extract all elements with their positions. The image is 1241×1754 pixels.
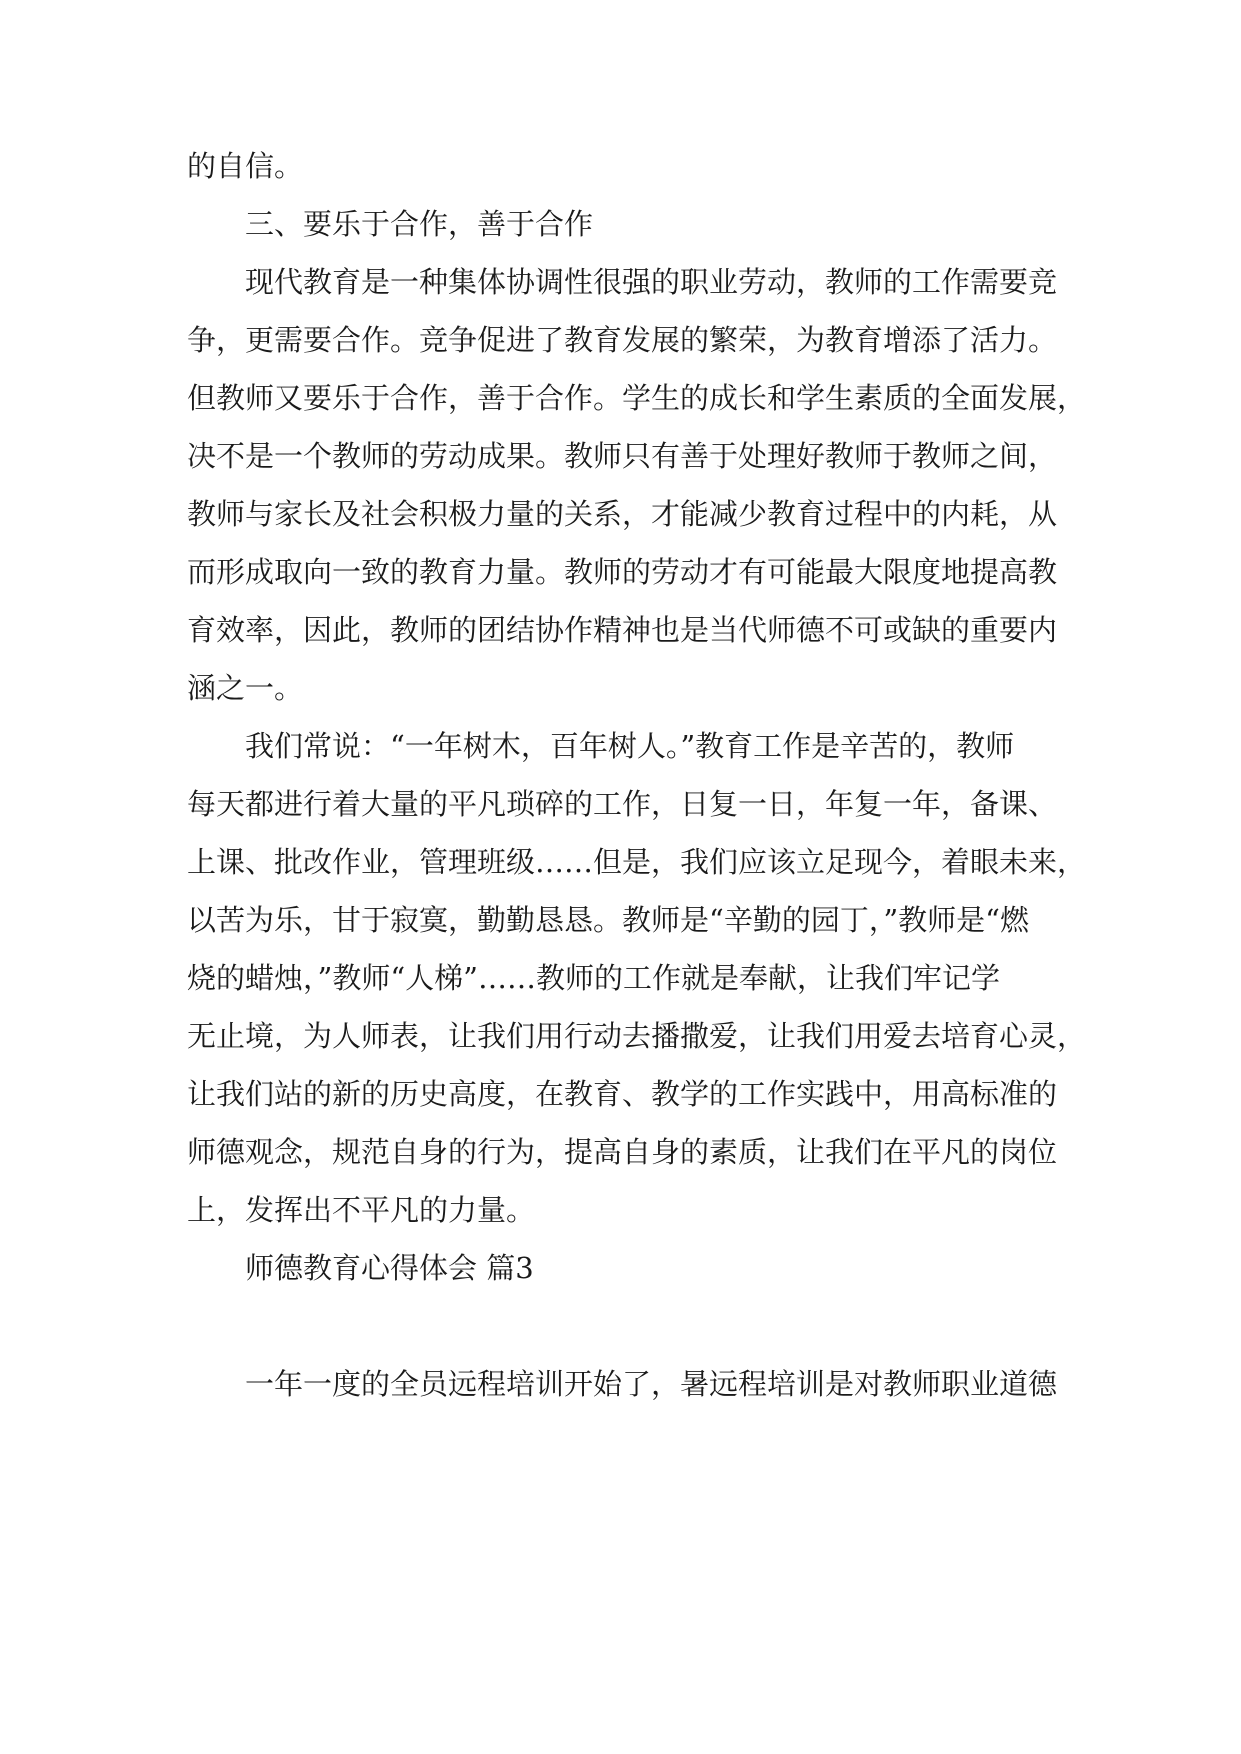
text-line-4: 争，更需要合作。竞争促进了教育发展的繁荣，为教育增添了活力。 [187, 323, 1058, 357]
text-line-5: 但教师又要乐于合作，善于合作。学生的成长和学生素质的全面发展， [187, 381, 1087, 415]
text-line-3: 现代教育是一种集体协调性很强的职业劳动，教师的工作需要竞 [245, 265, 1058, 299]
text-line-15: 烧的蜡烛，”教师“人梯”……教师的工作就是奉献，让我们牢记学 [187, 961, 1000, 995]
text-line-8: 而形成取向一致的教育力量。教师的劳动才有可能最大限度地提高教 [187, 555, 1058, 589]
text-line-11: 我们常说：“一年树木，百年树人。”教育工作是辛苦的，教师 [245, 729, 1015, 763]
text-line-9: 育效率，因此，教师的团结协作精神也是当代师德不可或缺的重要内 [187, 613, 1058, 647]
text-line-14: 以苦为乐，甘于寂寞，勤勤恳恳。教师是“辛勤的园丁，”教师是“燃 [187, 903, 1029, 937]
text-line-21: 一年一度的全员远程培训开始了，暑远程培训是对教师职业道德 [245, 1367, 1058, 1401]
text-line-1: 的自信。 [187, 149, 304, 183]
text-line-19: 上，发挥出不平凡的力量。 [187, 1193, 536, 1227]
article-title: 师德教育心得体会 篇3 [245, 1251, 534, 1285]
text-line-6: 决不是一个教师的劳动成果。教师只有善于处理好教师于教师之间， [187, 439, 1058, 473]
text-line-13: 上课、批改作业，管理班级……但是，我们应该立足现今，着眼未来， [187, 845, 1087, 879]
text-line-10: 涵之一。 [187, 671, 304, 705]
text-line-16: 无止境，为人师表，让我们用行动去播撒爱，让我们用爱去培育心灵， [187, 1019, 1087, 1053]
section-heading: 三、要乐于合作，善于合作 [245, 207, 594, 241]
text-line-7: 教师与家长及社会积极力量的关系，才能减少教育过程中的内耗，从 [187, 497, 1058, 531]
text-line-12: 每天都进行着大量的平凡琐碎的工作，日复一日，年复一年，备课、 [187, 787, 1058, 821]
text-line-17: 让我们站的新的历史高度，在教育、教学的工作实践中，用高标准的 [187, 1077, 1058, 1111]
text-line-18: 师德观念，规范自身的行为，提高自身的素质，让我们在平凡的岗位 [187, 1135, 1058, 1169]
